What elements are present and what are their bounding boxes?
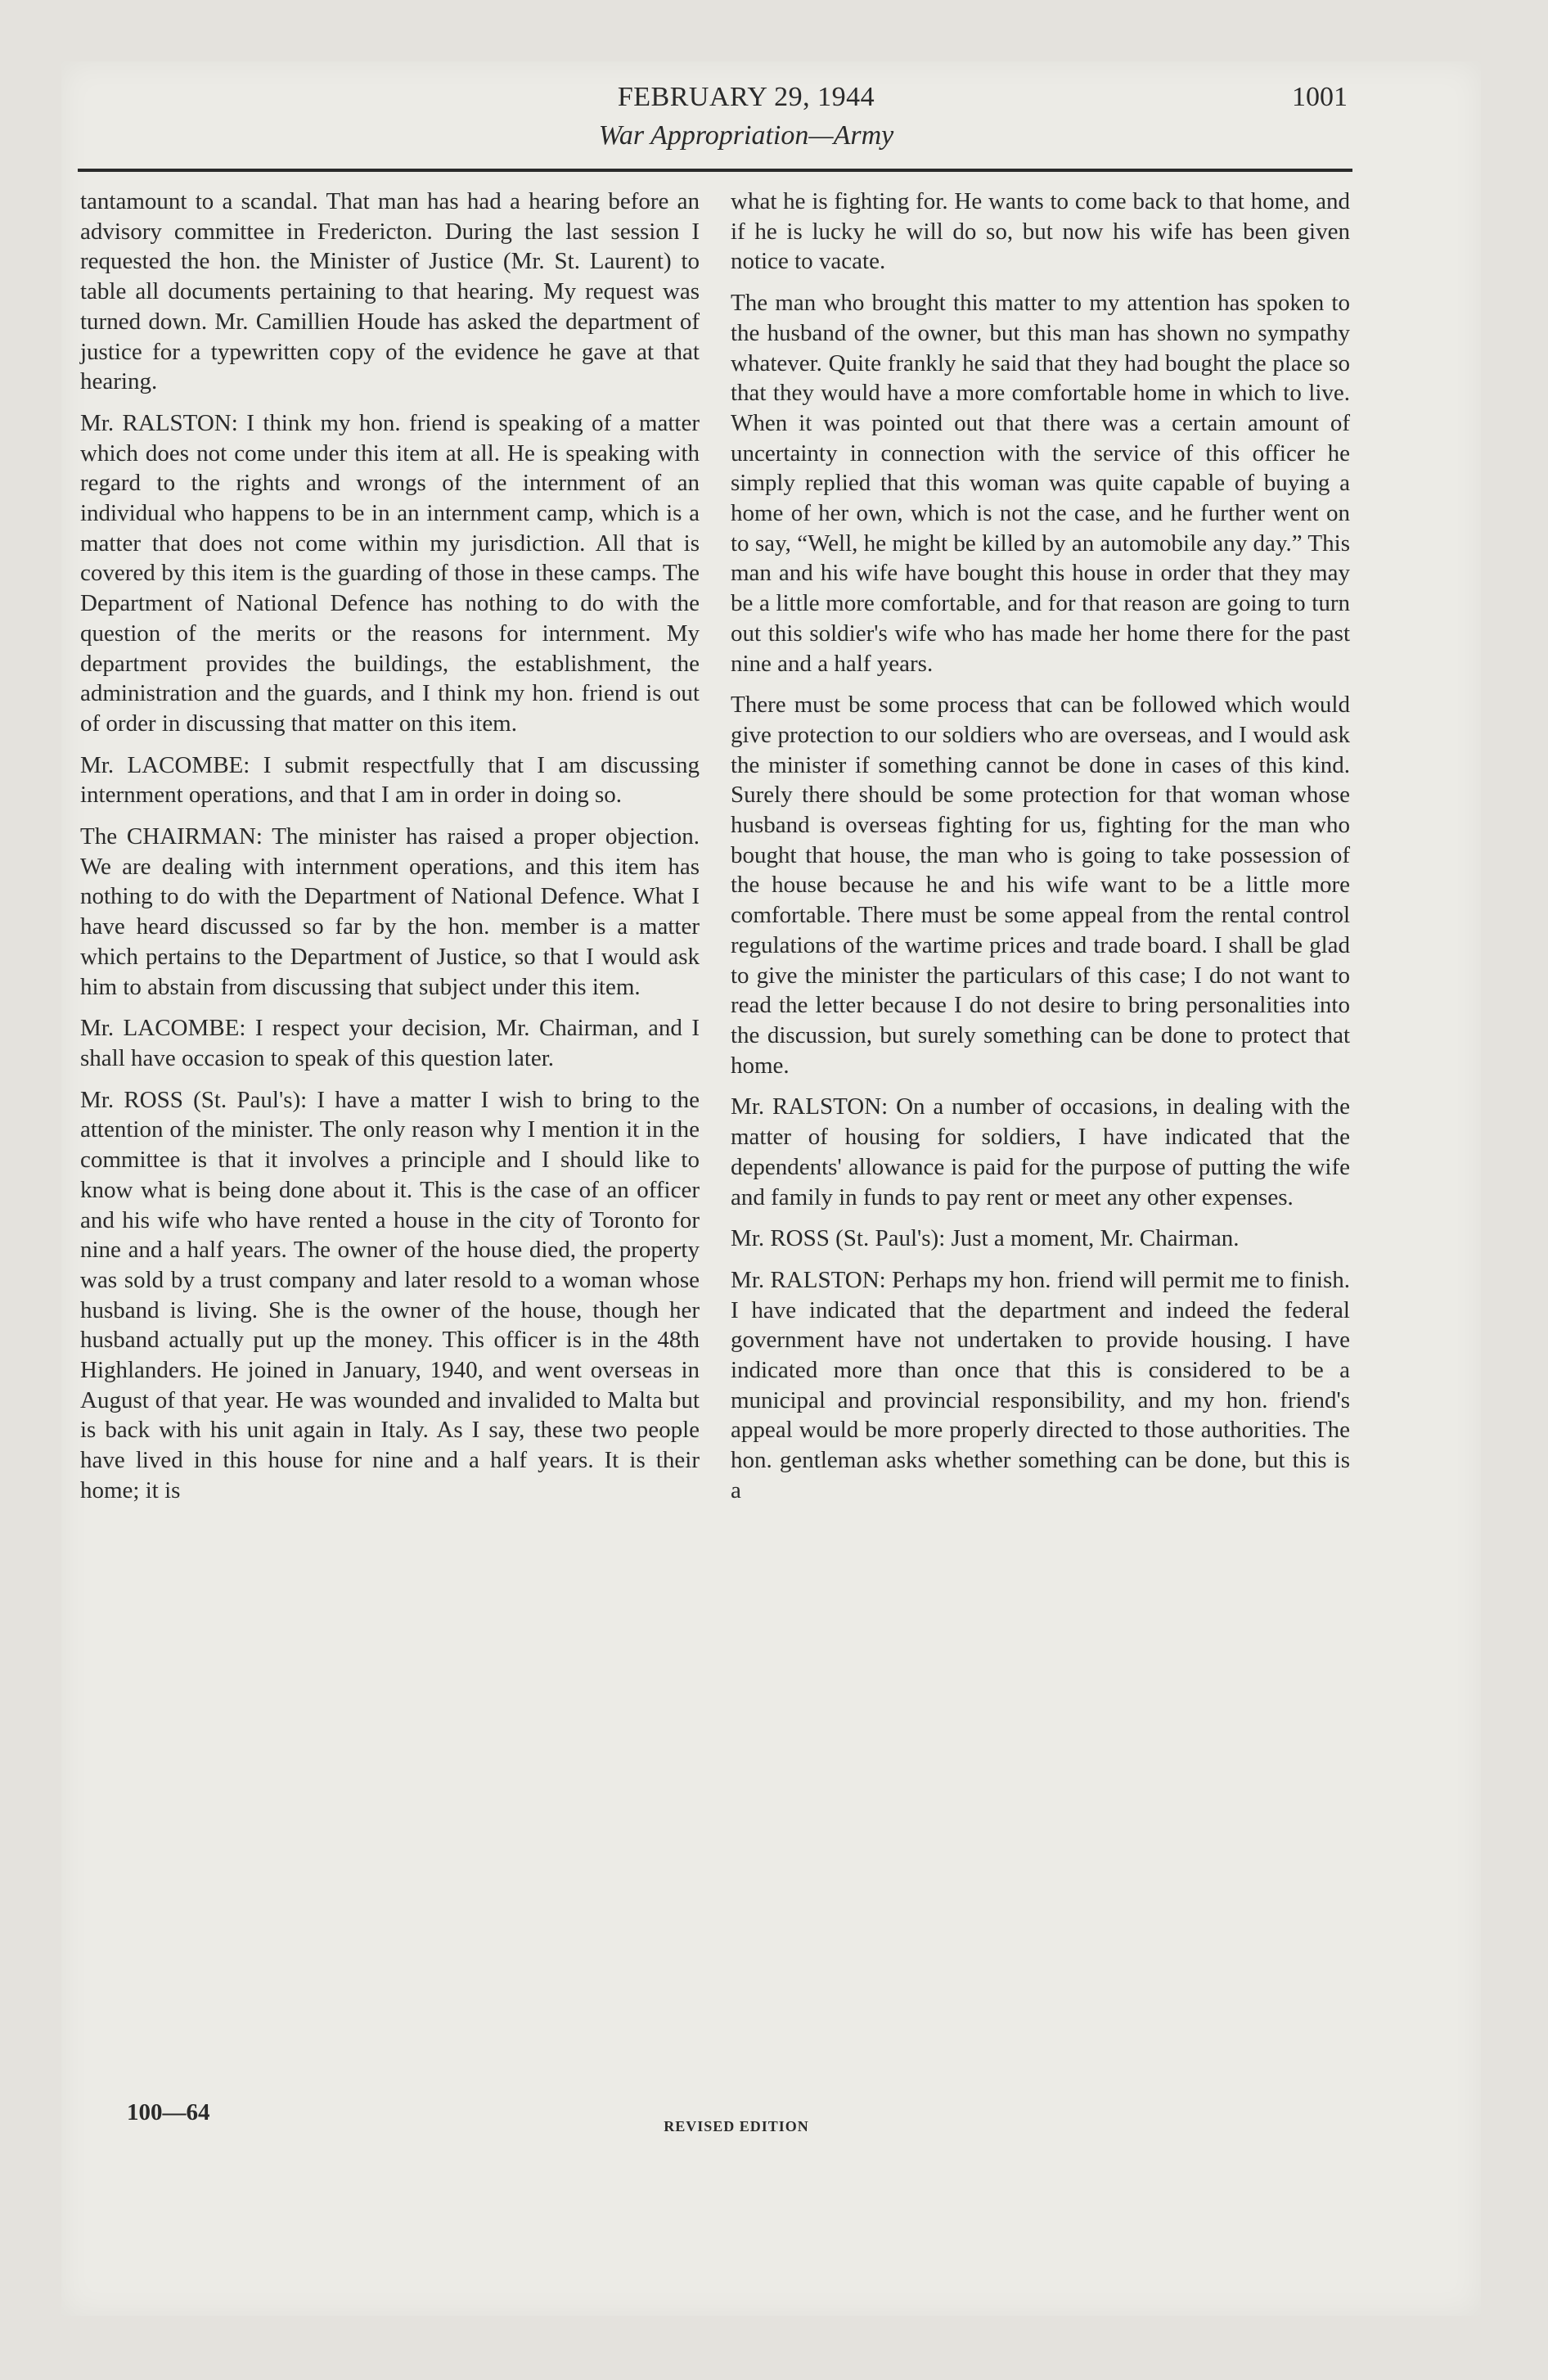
left-column xyxy=(80,187,700,1517)
edition-label: REVISED EDITION xyxy=(664,2118,809,2134)
paragraph: Mr. LACOMBE: I respect your decision, Mr. Chairman, and I shall have occasion to speak of this question later. xyxy=(80,1015,700,1071)
paragraph: Mr. ROSS (St. Paul's): I have a matter I wish to bring to the attention of the minister. The only reason why I mention it in the committee is that it involves a principle and I should like to know what is being done about it. This is the case of an officer and his wife who have rented a house in the city of Toronto for nine and a half years. The owner of the house died, the property was sold by a trust company and later resold to a woman whose husband is living. She is the owner of the house, though her husband actually put up the money. This officer is in the 48th Highlanders. He joined in January, 1940, and went overseas in August of that year. He was wounded and invalided to Malta but is back with his unit again in Italy. As I say, these two people have lived in this house for nine and a half years. It is their home; it is xyxy=(80,1086,700,1503)
paragraph: Mr. RALSTON: I think my hon. friend is speaking of a matter which does not come under this item at all. He is speaking with regard to the rights and wrongs of the internment of an individual who happens to be in an internment camp, which is a matter that does not come within my jurisdiction. All that is covered by this item is the guarding of those in these camps. The Department of National Defence has nothing to do with the question of the merits or the reasons for internment. My department provides the buildings, the establishment, the administration and the guards, and I think my hon. friend is out of order in discussing that matter on this item. xyxy=(80,409,700,737)
page-subtitle: War Appropriation—Army xyxy=(598,120,894,151)
paragraph: Mr. ROSS (St. Paul's): Just a moment, Mr. Chairman. xyxy=(731,1225,1240,1252)
header-rule xyxy=(78,169,1352,172)
paragraph: what he is fighting for. He wants to come back to that home, and if he is lucky he will do so, but now his wife has been given notice to vacate. xyxy=(731,188,1350,275)
paragraph: There must be some process that can be followed which would give protection to our soldiers who are overseas, and I would ask the minister if something cannot be done in cases of this kind. Surely there should be some protection for that woman whose husband is overseas fighting for us, fighting for the man who bought that house, the man who is going to take possession of the house because he and his wife want to be a little more comfortable. There must be some appeal from the rental control regulations of the wartime prices and trade board. I shall be glad to give the minister the particulars of this case; I do not want to read the letter because I do not desire to bring personalities into the discussion, but surely something can be done to protect that home. xyxy=(731,692,1350,1079)
page-number: 1001 xyxy=(1292,82,1348,112)
paragraph: Mr. LACOMBE: I submit respectfully that I am discussing internment operations, and that I am in order in doing so. xyxy=(80,751,700,809)
page-date: FEBRUARY 29, 1944 xyxy=(617,82,875,112)
paragraph: Mr. RALSTON: On a number of occasions, in dealing with the matter of housing for soldiers, I have indicated that the dependents' allowance is paid for the purpose of putting the wife and family in funds to pay rent or meet any other expenses. xyxy=(731,1093,1350,1210)
signature-mark: 100—64 xyxy=(127,2099,210,2125)
paragraph: The CHAIRMAN: The minister has raised a proper objection. We are dealing with internment operations, and this item has nothing to do with the Department of National Defence. What I have heard discussed so far by the hon. member is a matter which pertains to the Department of Justice, so that I would ask him to abstain from discussing that subject under this item. xyxy=(80,823,700,1000)
paragraph: The man who brought this matter to my attention has spoken to the husband of the owner, but this man has shown no sympathy whatever. Quite frankly he said that they had bought the place so that they would have a more comfortable home in which to live. When it was pointed out that there was a certain amount of uncertainty in connection with the service of this officer he simply replied that this woman was quite capable of buying a home of her own, which is not the case, and he further went on to say, “Well, he might be killed by an automobile any day.” This man and his wife have bought this house in order that they may be a little more comfortable, and for that reason are going to turn out this soldier's wife who has made her home there for the past nine and a half years. xyxy=(731,290,1350,677)
right-column xyxy=(731,187,1350,1517)
paragraph: tantamount to a scandal. That man has had a hearing before an advisory committee in Fredericton. During the last session I requested the hon. the Minister of Justice (Mr. St. Laurent) to table all documents pertaining to that hearing. My request was turned down. Mr. Camillien Houde has asked the department of justice for a typewritten copy of the evidence he gave at that hearing. xyxy=(80,188,700,395)
paragraph: Mr. RALSTON: Perhaps my hon. friend will permit me to finish. I have indicated that the department and indeed the federal government have not undertaken to provide housing. I have indicated more than once that this is considered to be a municipal and provincial responsibility, and my hon. friend's appeal would be more properly directed to those authorities. The hon. gentleman asks whether something can be done, but this is a xyxy=(731,1266,1350,1503)
